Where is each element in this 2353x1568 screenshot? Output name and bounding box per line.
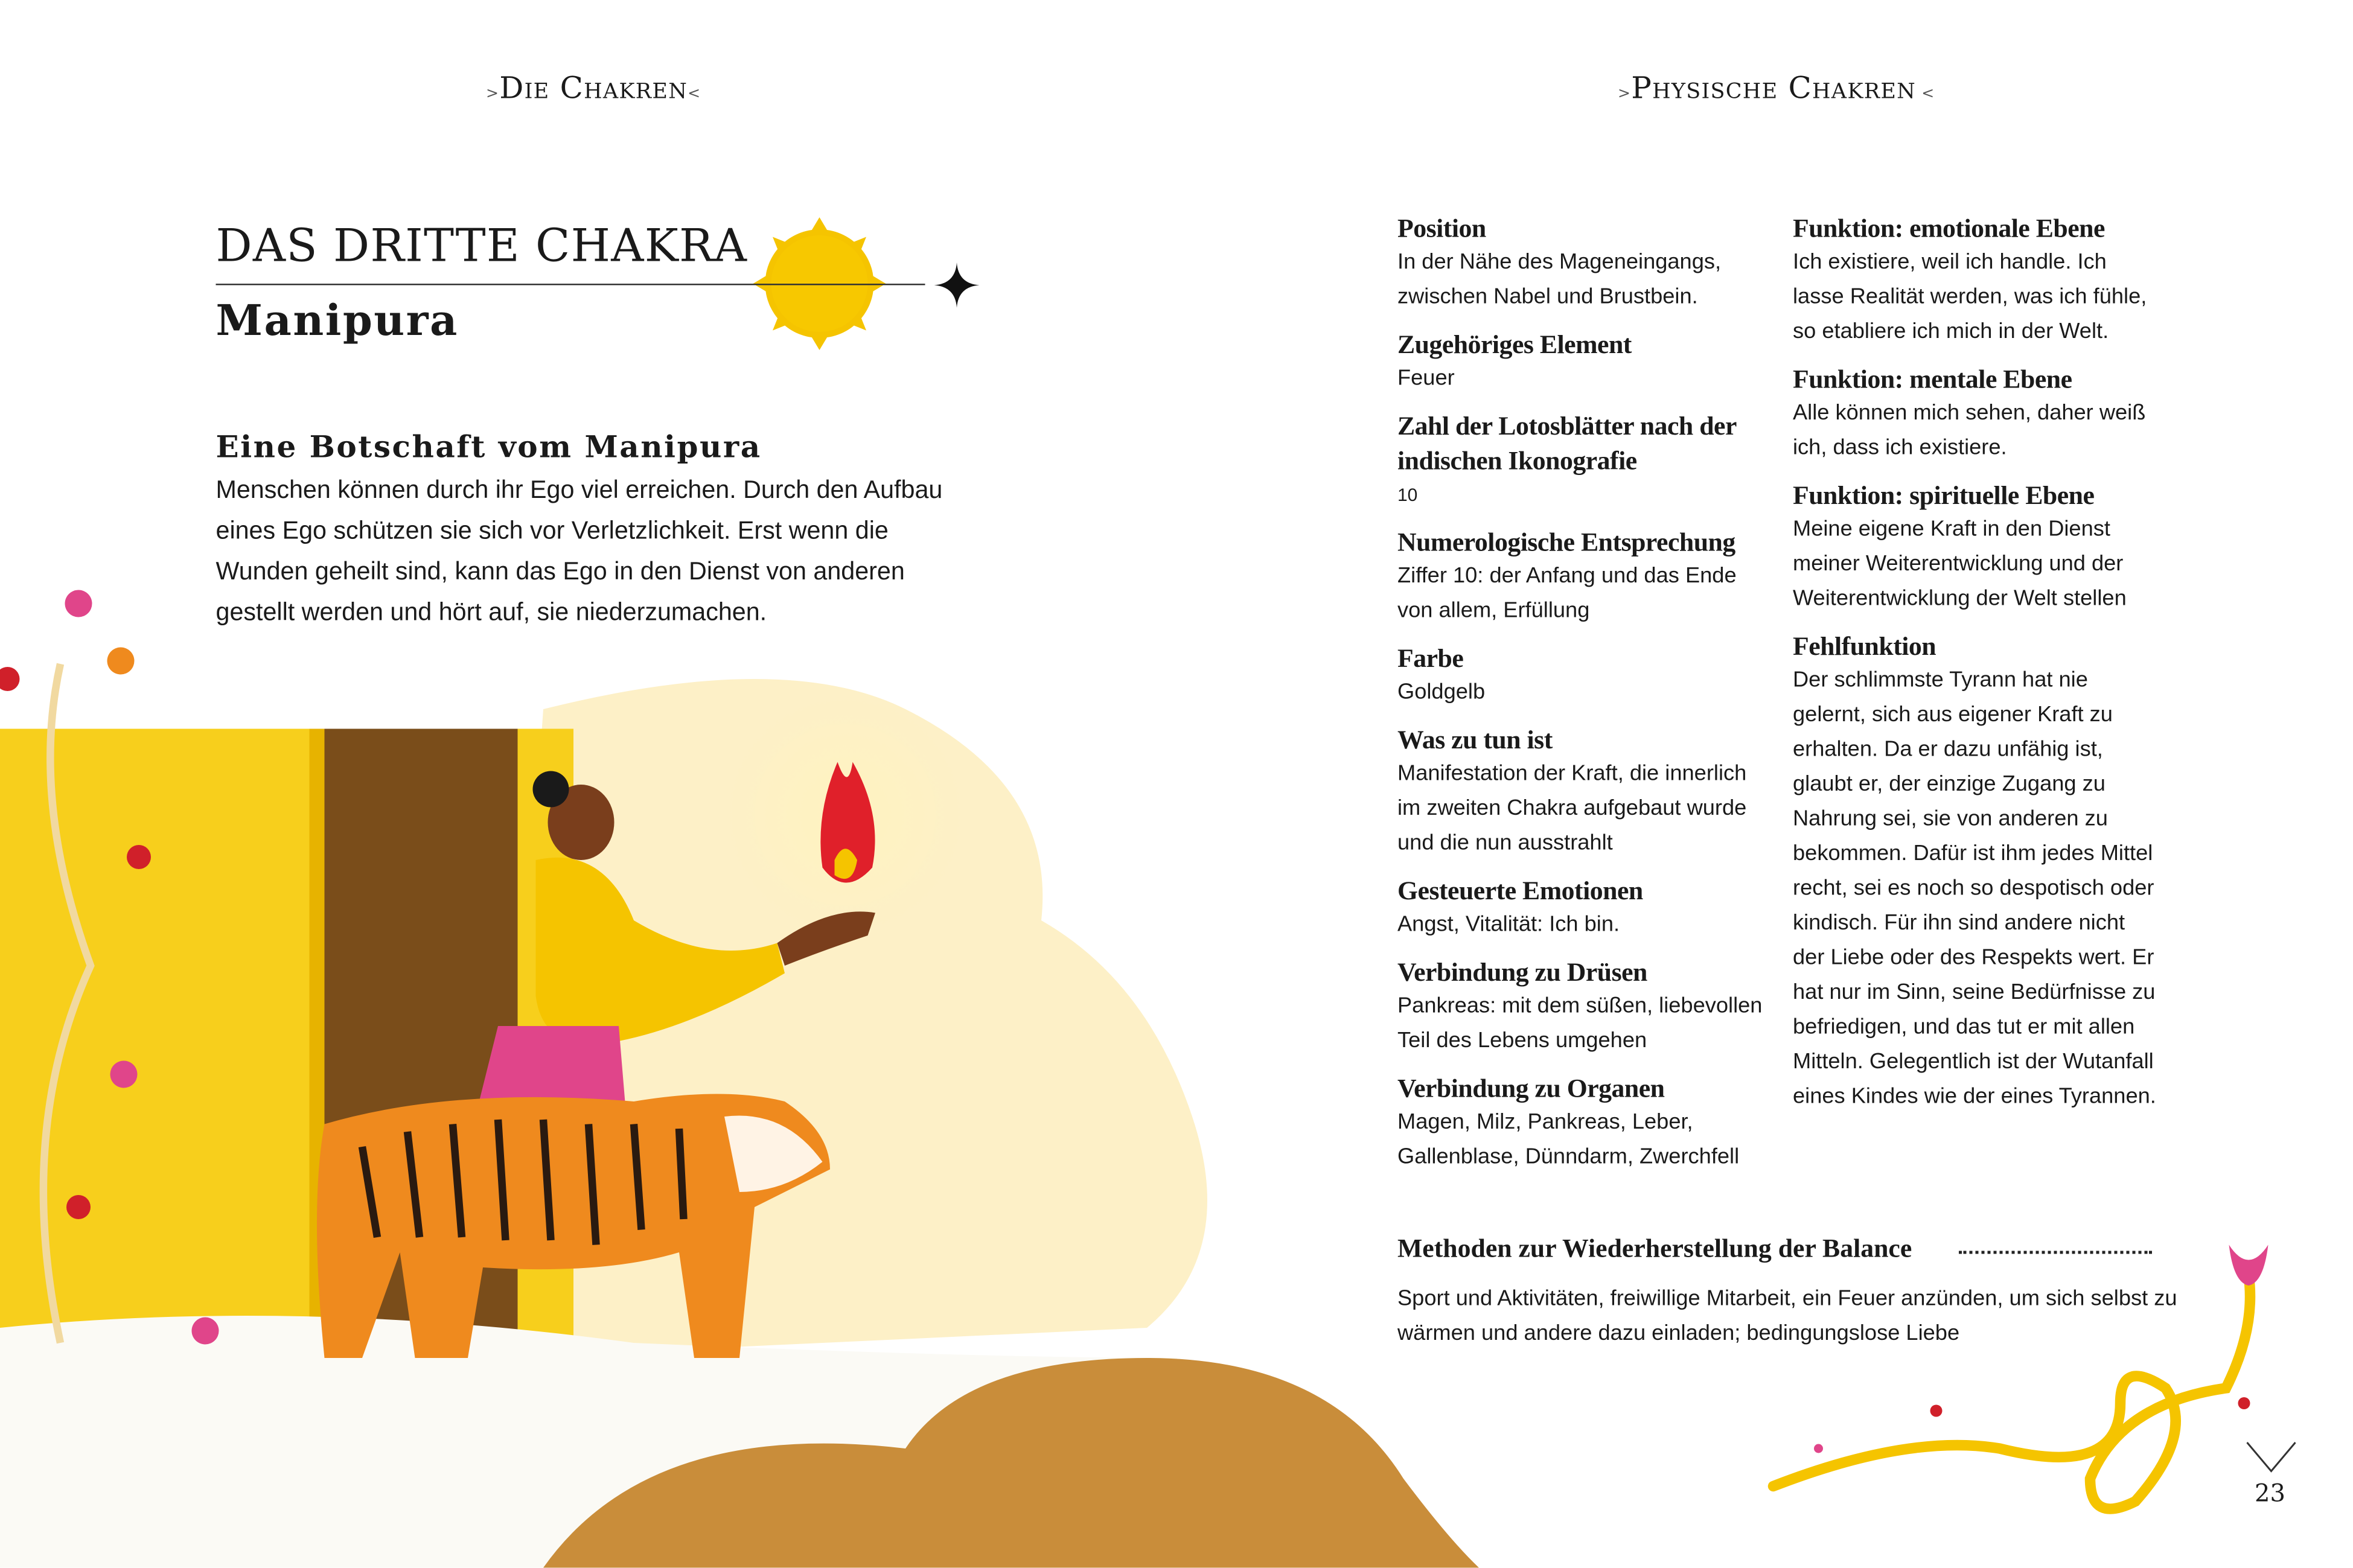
running-head-left (486, 69, 701, 106)
info-heading: Fehlfunktion (1793, 631, 1936, 661)
info-heading: Numerologische Entsprechung (1397, 526, 1735, 557)
info-heading: Zugehöriges Element (1397, 329, 1632, 359)
info-text: Ziffer 10: der Anfang und das Ende von allem, Erfüllung (1397, 564, 1737, 623)
info-text: Feuer (1397, 366, 1455, 391)
info-text: Ich existiere, weil ich handle. Ich lasse Realität werden, was ich fühle, so etabliere ich mich in der Welt. (1793, 250, 2147, 344)
info-heading: Gesteuerte Emotionen (1397, 875, 1643, 905)
running-head-right (1618, 69, 1935, 106)
chapter-title: DAS DRITTE CHAKRA (216, 220, 748, 273)
sparkle-icon (934, 263, 980, 308)
chevron-right-icon: > (1618, 86, 1632, 103)
info-text: Goldgelb (1397, 680, 1486, 705)
chevron-right-icon: > (486, 86, 500, 103)
title-divider (216, 284, 925, 285)
info-heading: Funktion: spirituelle Ebene (1793, 480, 2095, 510)
chakra-name: Manipura (216, 296, 459, 346)
info-heading: Funktion: emotionale Ebene (1793, 212, 2105, 243)
info-heading: Funktion: mentale Ebene (1793, 363, 2072, 394)
info-text: Manifestation der Kraft, die innerlich im zweiten Chakra aufgebaut wurde und die nun ausstrahlt (1397, 762, 1747, 856)
running-head-text: Physische Chakren (1631, 69, 1917, 106)
info-text: Pankreas: mit dem süßen, liebevollen Teil des Lebens umgehen (1397, 994, 1763, 1053)
info-column-left (1397, 211, 1767, 1188)
dotted-leader (1959, 1251, 2152, 1254)
info-text: 10 (1397, 484, 1418, 506)
info-heading: Verbindung zu Drüsen (1397, 957, 1647, 987)
info-text: Der schlimmste Tyrann hat nie gelernt, sich aus eigener Kraft zu erhalten. Da er dazu unfähig ist, glaubt er, der einzige Zugang zu Nahrung sei, sie von anderen zu bekommen. Dafür ist ihm jedes Mittel recht, sei es noch so despotisch oder kindisch. Für ihn sind andere nicht der Liebe oder des Respekts wert. Er hat nur im Sinn, seine Bedürfnisse zu befriedigen, und das tut er mit allen Mitteln. Gelegentlich ist der Wutanfall eines Kindes wie der eines Tyrannen. (1793, 668, 2156, 1109)
info-text: Magen, Milz, Pankreas, Leber, Gallenblase, Dünndarm, Zwerchfell (1397, 1111, 1740, 1170)
woman-hair-bun (533, 771, 569, 808)
info-text: Meine eigene Kraft in den Dienst meiner Weiterentwicklung und der Weiterentwicklung der Welt stellen (1793, 517, 2127, 611)
message-text: Menschen können durch ihr Ego viel erreichen. Durch den Aufbau eines Ego schützen sie sich vor Verletzlichkeit. Erst wenn die Wunden geheilt sind, kann das Ego in den Dienst von anderen gestellt werden und hört auf, sie niederzumachen. (216, 477, 943, 626)
page-corner-chevron-icon (2246, 1441, 2297, 1474)
methods-heading: Methoden zur Wiederherstellung der Balance (1397, 1232, 1912, 1263)
info-text: In der Nähe des Mageneingangs, zwischen Nabel und Brustbein. (1397, 250, 1722, 310)
info-heading: Zahl der Lotosblätter nach der indischen Ikonografie (1397, 410, 1737, 476)
info-text: Alle können mich sehen, daher weiß ich, dass ich existiere. (1793, 401, 2146, 461)
info-heading: Farbe (1397, 643, 1464, 673)
page-number: 23 (2255, 1479, 2285, 1508)
chevron-left-icon: < (688, 86, 701, 103)
info-heading: Position (1397, 212, 1486, 243)
info-heading: Was zu tun ist (1397, 724, 1553, 754)
chevron-left-icon: < (1916, 86, 1935, 103)
info-column-right (1793, 211, 2163, 1127)
message-heading: Eine Botschaft vom Manipura (216, 429, 762, 465)
running-head-text: Die Chakren (499, 69, 688, 106)
info-heading: Verbindung zu Organen (1397, 1072, 1665, 1103)
methods-text: Sport und Aktivitäten, freiwillige Mitarbeit, ein Feuer anzünden, um sich selbst zu wärmen und andere dazu einladen; bedingungslose Liebe (1397, 1287, 2177, 1346)
info-text: Angst, Vitalität: Ich bin. (1397, 913, 1620, 937)
